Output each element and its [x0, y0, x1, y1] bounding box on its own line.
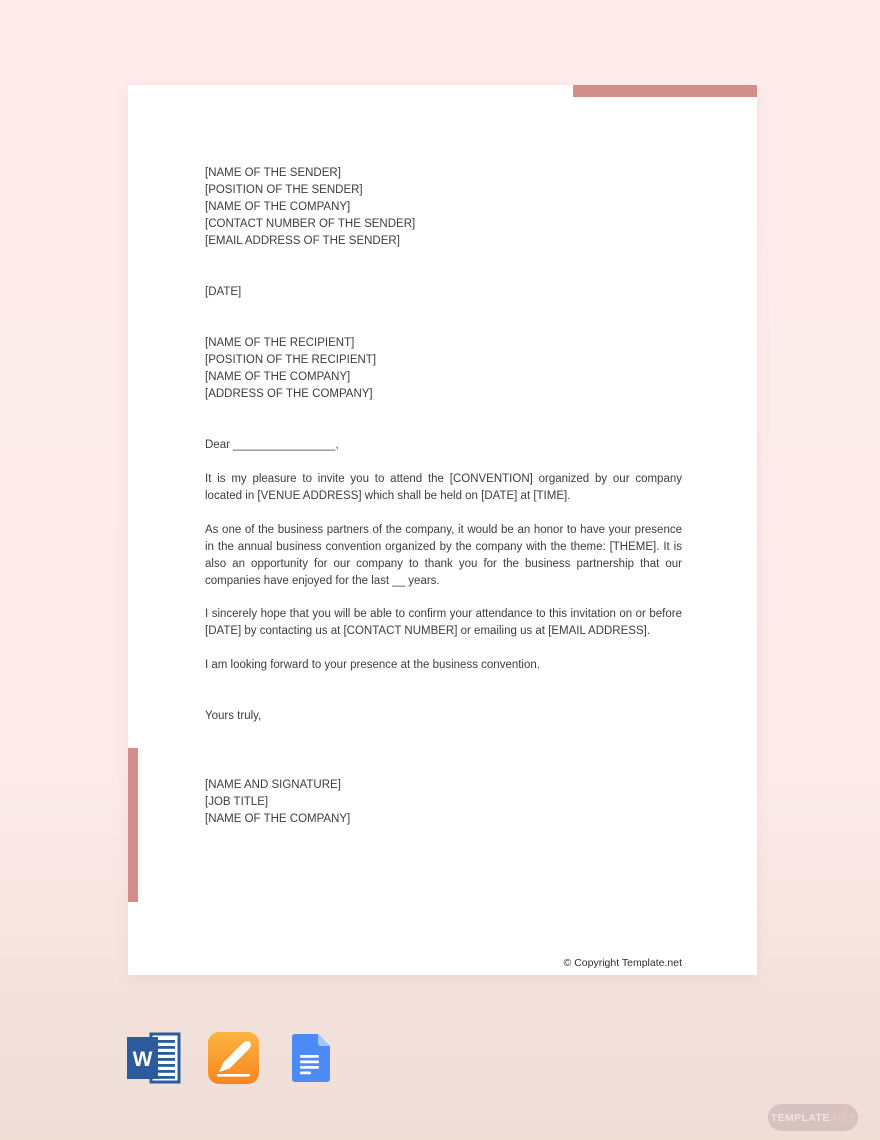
- apple-pages-icon[interactable]: [208, 1032, 259, 1084]
- signature-title-line: [JOB TITLE]: [205, 796, 269, 808]
- recipient-name-line: [NAME OF THE RECIPIENT]: [205, 337, 355, 349]
- sender-position-line: [POSITION OF THE SENDER]: [205, 184, 363, 196]
- signature-company-line: [NAME OF THE COMPANY]: [205, 813, 351, 825]
- sender-contact-line: [CONTACT NUMBER OF THE SENDER]: [205, 218, 416, 230]
- salutation: Dear ________________,: [205, 439, 339, 451]
- sender-name-line: [NAME OF THE SENDER]: [205, 167, 341, 179]
- ms-word-icon[interactable]: [127, 1032, 181, 1084]
- sender-email-line: [EMAIL ADDRESS OF THE SENDER]: [205, 235, 400, 247]
- copyright-notice: © Copyright Template.net: [563, 957, 682, 969]
- recipient-block: [205, 335, 682, 403]
- body-paragraph-2: As one of the business partners of the company, it would be an honor to have your presence in the annual business convention organized by the company with the theme: [THEME]. It is also an opportunity for our company to thank you for the business partnership that our companies have enjoyed for the last __ years.: [205, 524, 682, 587]
- top-accent-bar: [573, 85, 757, 97]
- pages-baseline: [217, 1074, 250, 1077]
- word-letter-glyph: W: [132, 1048, 153, 1071]
- body-paragraph-4: I am looking forward to your presence at the business convention.: [205, 659, 540, 671]
- left-accent-bar: [128, 748, 138, 902]
- docs-fold-corner: [318, 1034, 330, 1046]
- closing-line: Yours truly,: [205, 710, 262, 722]
- google-docs-icon[interactable]: [286, 1032, 333, 1084]
- letter-page: [128, 85, 757, 975]
- body-paragraph-1: It is my pleasure to invite you to attend the [CONVENTION] organized by our company located in [VENUE ADDRESS] which shall be held on [DATE] at [TIME].: [205, 473, 682, 502]
- file-format-icons: [127, 1032, 333, 1084]
- watermark-brand-text: TEMPLATE: [770, 1111, 830, 1124]
- recipient-company-line: [NAME OF THE COMPANY]: [205, 371, 351, 383]
- signature-name-line: [NAME AND SIGNATURE]: [205, 779, 341, 791]
- sender-block: [205, 165, 682, 250]
- body-paragraph-3: I sincerely hope that you will be able to confirm your attendance to this invitation on or before [DATE] by contacting us at [CONTACT NUMBER] or emailing us at [EMAIL ADDRESS].: [205, 608, 682, 637]
- watermark-tld-text: .NET: [829, 1111, 856, 1124]
- signature-block: [205, 777, 682, 828]
- sender-company-line: [NAME OF THE COMPANY]: [205, 201, 351, 213]
- date-line: [DATE]: [205, 286, 242, 298]
- templatenet-watermark-badge: [768, 1104, 858, 1131]
- recipient-address-line: [ADDRESS OF THE COMPANY]: [205, 388, 373, 400]
- recipient-position-line: [POSITION OF THE RECIPIENT]: [205, 354, 377, 366]
